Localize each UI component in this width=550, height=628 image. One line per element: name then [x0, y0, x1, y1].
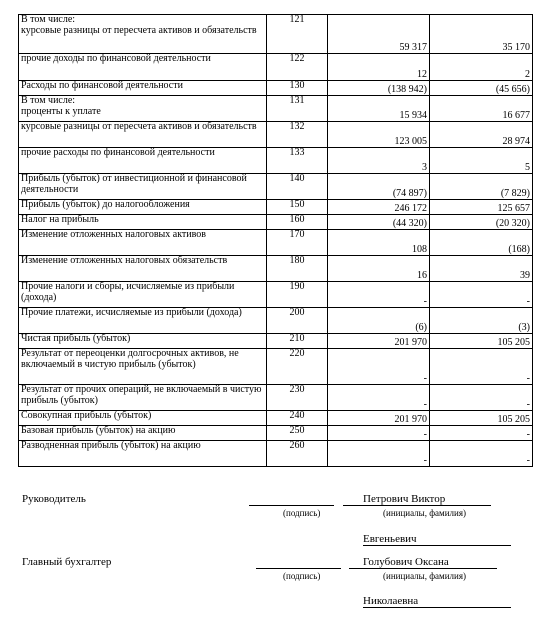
row-value-previous: 105 205 [430, 411, 533, 426]
table-row [19, 122, 533, 148]
head-patronymic-line [363, 545, 511, 546]
table-row [19, 174, 533, 200]
row-code: 130 [267, 81, 328, 96]
row-value-current: (6) [328, 308, 430, 334]
row-code: 170 [267, 230, 328, 256]
row-code: 210 [267, 334, 328, 349]
row-name: Прибыль (убыток) от инвестиционной и финансовой деятельности [19, 174, 267, 200]
row-code: 133 [267, 148, 328, 174]
row-code: 200 [267, 308, 328, 334]
table-row [19, 334, 533, 349]
head-name: Петрович Виктор [363, 493, 446, 505]
row-code: 250 [267, 426, 328, 441]
row-value-current: 123 005 [328, 122, 430, 148]
head-patronymic: Евгеньевич [363, 533, 417, 545]
head-signature-line [249, 505, 334, 506]
row-name: Изменение отложенных налоговых активов [19, 230, 267, 256]
table-row [19, 256, 533, 282]
accountant-caption-name: (инициалы, фамилия) [383, 571, 466, 581]
row-name: прочие доходы по финансовой деятельности [19, 54, 267, 81]
accountant-signature-line [256, 568, 341, 569]
row-value-current: 246 172 [328, 200, 430, 215]
row-name: Изменение отложенных налоговых обязательств [19, 256, 267, 282]
row-name: Результат от переоценки долгосрочных активов, не включаемый в чистую прибыль (убыток) [19, 349, 267, 385]
row-name: курсовые разницы от пересчета активов и обязательств [19, 122, 267, 148]
row-value-previous: 28 974 [430, 122, 533, 148]
row-value-previous: 35 170 [430, 15, 533, 54]
table-row [19, 54, 533, 81]
accountant-label: Главный бухгалтер [22, 556, 112, 568]
row-value-previous: - [430, 426, 533, 441]
row-name: Прибыль (убыток) до налогообложения [19, 200, 267, 215]
accountant-caption-sign: (подпись) [283, 571, 321, 581]
row-value-current: (74 897) [328, 174, 430, 200]
accountant-name: Голубович Оксана [363, 556, 449, 568]
row-value-previous: (7 829) [430, 174, 533, 200]
accountant-patronymic: Николаевна [363, 595, 419, 607]
row-value-previous: - [430, 441, 533, 467]
row-name: Совокупная прибыль (убыток) [19, 411, 267, 426]
row-value-current: - [328, 385, 430, 411]
table-body [19, 15, 533, 467]
table-row [19, 411, 533, 426]
row-value-current: 16 [328, 256, 430, 282]
row-value-current: - [328, 349, 430, 385]
head-label: Руководитель [22, 493, 86, 505]
row-value-current: (138 942) [328, 81, 430, 96]
row-value-current: (44 320) [328, 215, 430, 230]
row-value-previous: - [430, 349, 533, 385]
row-value-previous: (45 656) [430, 81, 533, 96]
table-row [19, 81, 533, 96]
table-row [19, 441, 533, 467]
row-name: Разводненная прибыль (убыток) на акцию [19, 441, 267, 467]
row-name: Расходы по финансовой деятельности [19, 81, 267, 96]
table-row [19, 200, 533, 215]
row-value-previous: (168) [430, 230, 533, 256]
row-name: Результат от прочих операций, не включаемый в чистую прибыль (убыток) [19, 385, 267, 411]
row-name: прочие расходы по финансовой деятельности [19, 148, 267, 174]
row-value-previous: (3) [430, 308, 533, 334]
row-value-current: 59 317 [328, 15, 430, 54]
table-row [19, 385, 533, 411]
table-row [19, 308, 533, 334]
row-value-previous: 125 657 [430, 200, 533, 215]
head-name-line [343, 505, 491, 506]
row-value-previous: (20 320) [430, 215, 533, 230]
row-code: 190 [267, 282, 328, 308]
row-value-previous: 2 [430, 54, 533, 81]
row-name: Базовая прибыль (убыток) на акцию [19, 426, 267, 441]
row-value-current: 108 [328, 230, 430, 256]
row-value-previous: - [430, 385, 533, 411]
row-value-current: - [328, 441, 430, 467]
table-row [19, 215, 533, 230]
table-row [19, 148, 533, 174]
row-value-current: 15 934 [328, 96, 430, 122]
table-row [19, 230, 533, 256]
table-row [19, 426, 533, 441]
accountant-patronymic-line [363, 607, 511, 608]
financial-table [18, 14, 533, 467]
table-row [19, 15, 533, 54]
table-row [19, 96, 533, 122]
row-code: 131 [267, 96, 328, 122]
row-value-current: - [328, 426, 430, 441]
row-code: 160 [267, 215, 328, 230]
table-row [19, 282, 533, 308]
row-name: Прочие платежи, исчисляемые из прибыли (дохода) [19, 308, 267, 334]
row-value-current: 12 [328, 54, 430, 81]
row-code: 121 [267, 15, 328, 54]
head-caption-name: (инициалы, фамилия) [383, 508, 466, 518]
row-value-previous: 105 205 [430, 334, 533, 349]
accountant-name-line [349, 568, 497, 569]
row-code: 220 [267, 349, 328, 385]
table-row [19, 349, 533, 385]
row-code: 180 [267, 256, 328, 282]
row-value-previous: 5 [430, 148, 533, 174]
row-name: В том числе: проценты к уплате [19, 96, 267, 122]
row-value-current: 201 970 [328, 411, 430, 426]
row-code: 132 [267, 122, 328, 148]
row-value-current: 3 [328, 148, 430, 174]
row-name: Прочие налоги и сборы, исчисляемые из прибыли (дохода) [19, 282, 267, 308]
row-value-previous: 16 677 [430, 96, 533, 122]
head-caption-sign: (подпись) [283, 508, 321, 518]
row-value-current: 201 970 [328, 334, 430, 349]
row-value-previous: - [430, 282, 533, 308]
row-name: В том числе: курсовые разницы от пересчета активов и обязательств [19, 15, 267, 54]
row-name: Налог на прибыль [19, 215, 267, 230]
row-value-previous: 39 [430, 256, 533, 282]
row-code: 240 [267, 411, 328, 426]
row-code: 230 [267, 385, 328, 411]
row-code: 140 [267, 174, 328, 200]
row-code: 150 [267, 200, 328, 215]
row-name: Чистая прибыль (убыток) [19, 334, 267, 349]
row-code: 122 [267, 54, 328, 81]
row-value-current: - [328, 282, 430, 308]
row-code: 260 [267, 441, 328, 467]
